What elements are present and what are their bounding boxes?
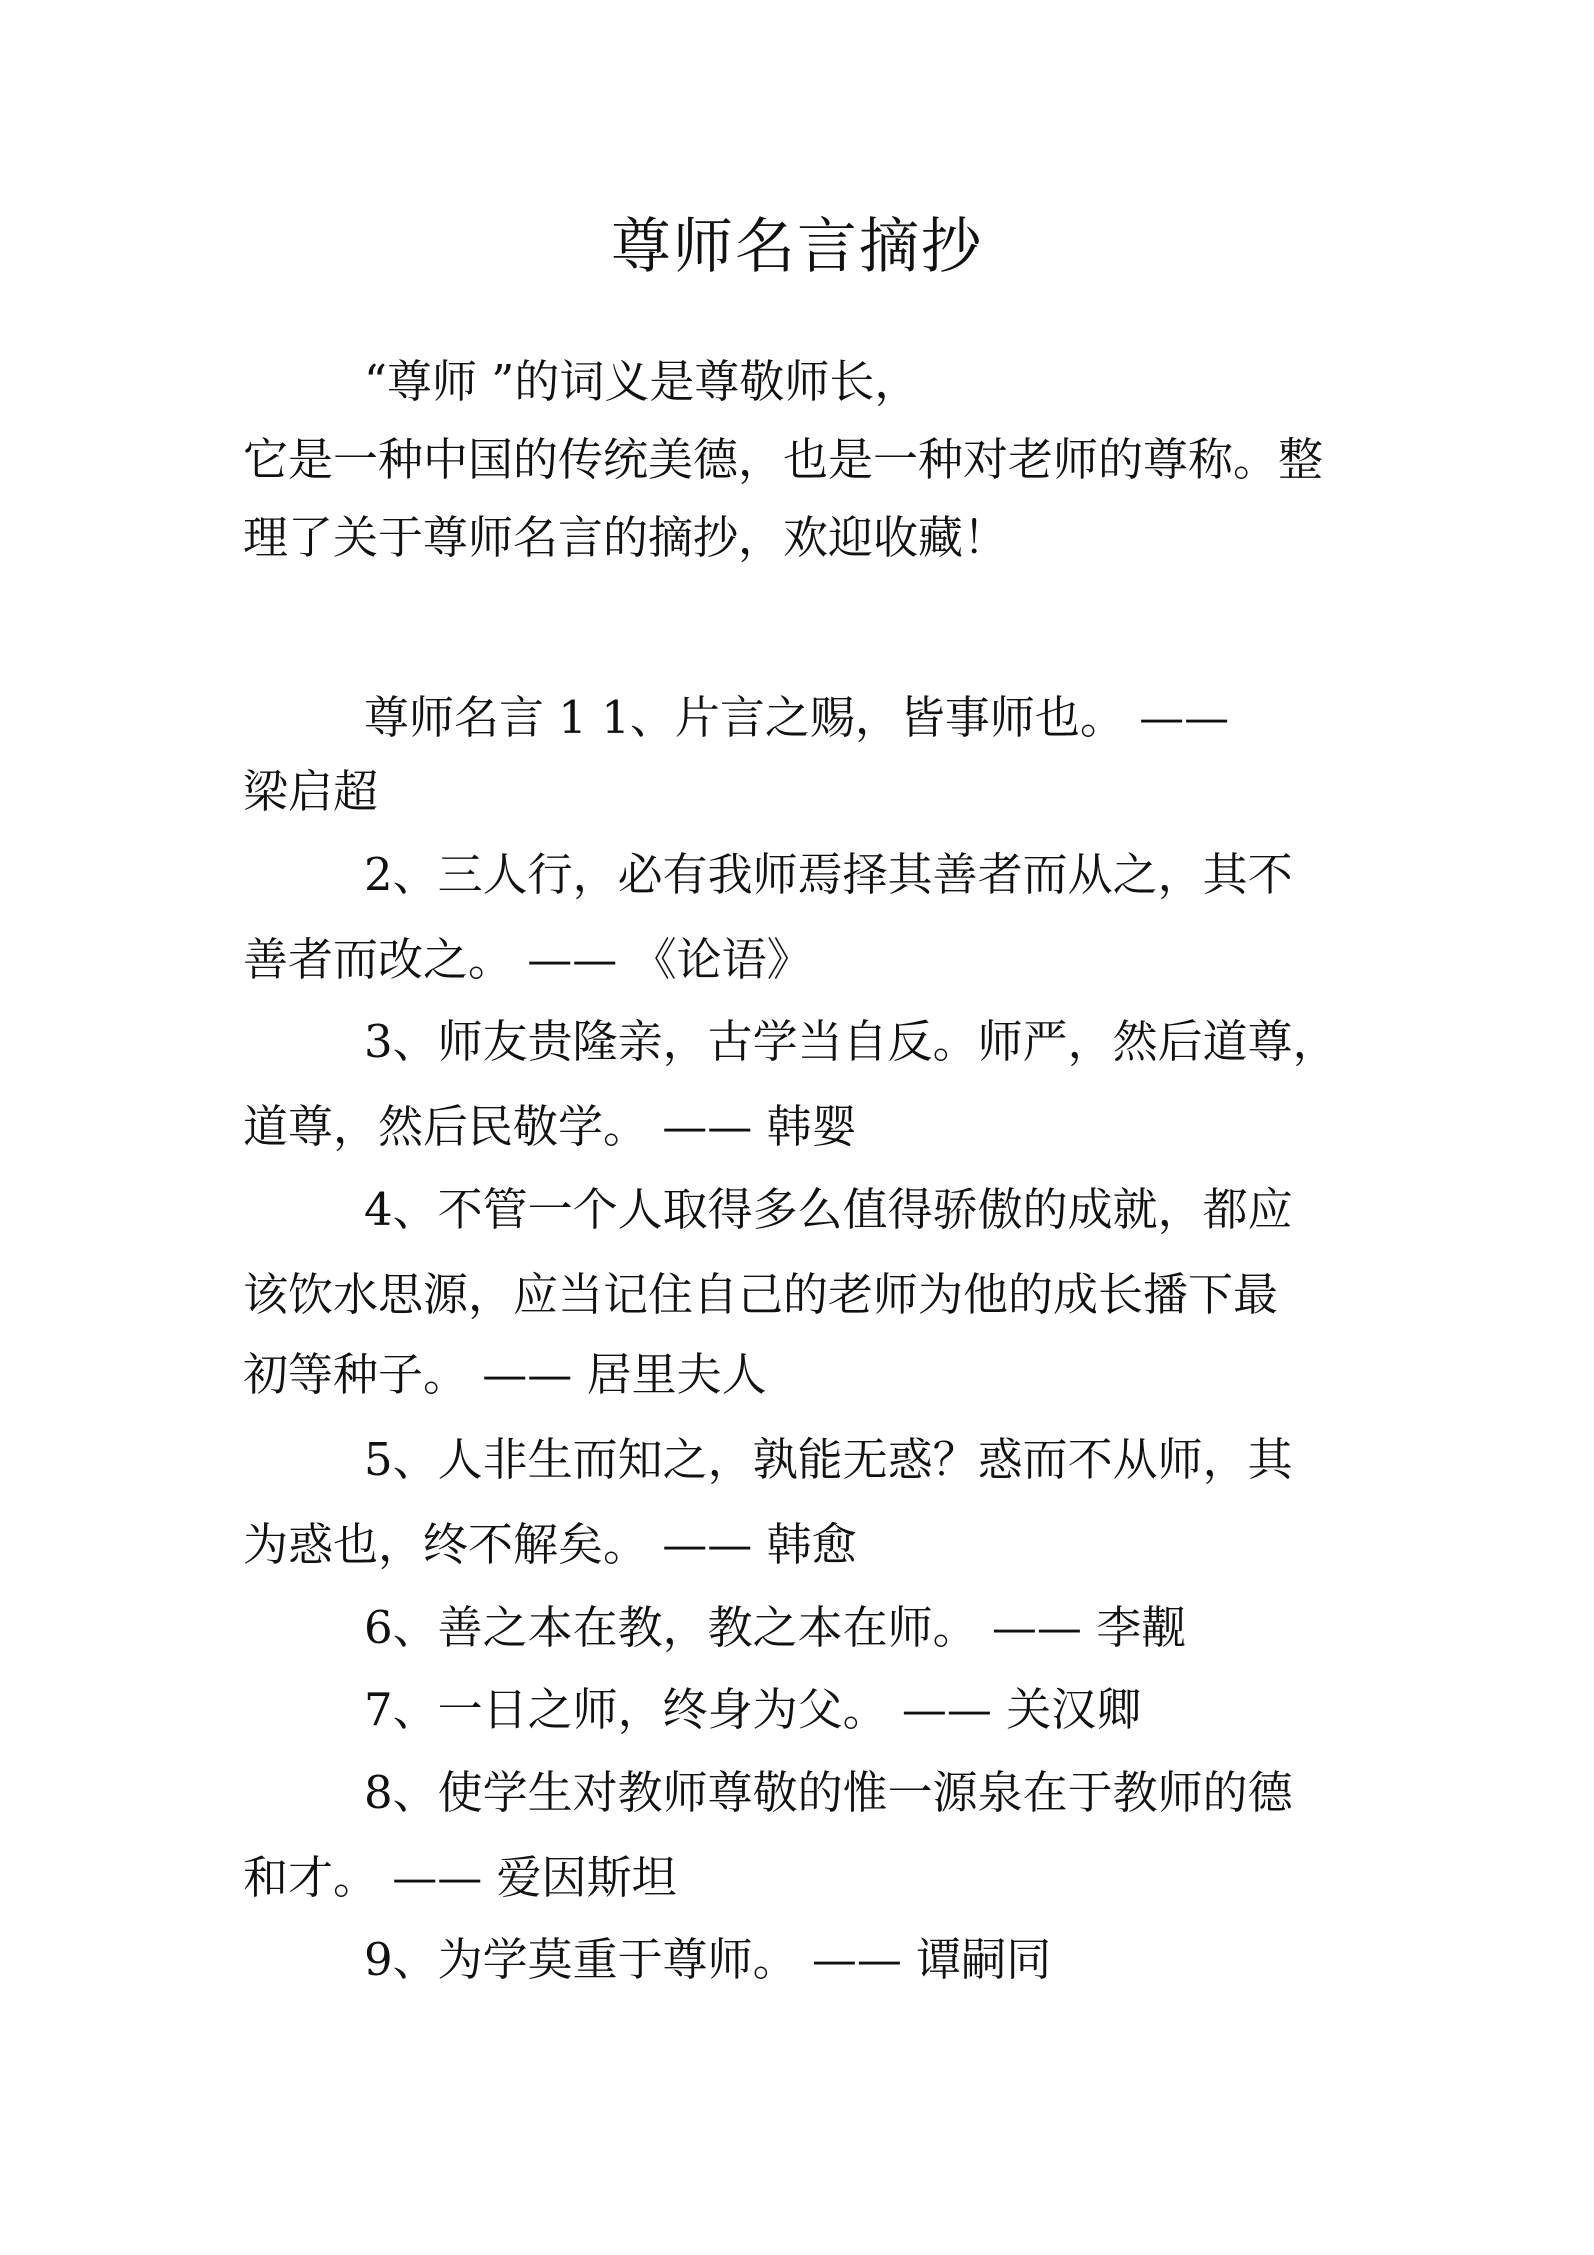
quote-line: 梁启超 — [243, 765, 379, 818]
intro-line: 理了关于尊师名言的摘抄，欢迎收藏！ — [243, 511, 1009, 564]
quote-line: 该饮水思源，应当记住自己的老师为他的成长播下最 — [243, 1268, 1279, 1321]
quote-line: 为惑也，终不解矣。 —— 韩愈 — [243, 1518, 857, 1571]
quote-line: 6、善之本在教，教之本在师。 —— 李觏 — [364, 1601, 1187, 1654]
quote-line: 道尊，然后民敬学。 —— 韩婴 — [243, 1100, 857, 1153]
quote-line: 8、使学生对教师尊敬的惟一源泉在于教师的德 — [364, 1766, 1293, 1819]
quote-line: 善者而改之。 —— 《论语》 — [243, 933, 812, 986]
page-title: 尊师名言摘抄 — [611, 212, 983, 282]
quote-line: 和才。 —— 爱因斯坦 — [243, 1851, 677, 1904]
quote-line: 2、三人行，必有我师焉择其善者而从之，其不 — [364, 848, 1293, 901]
quote-line: 5、人非生而知之，孰能无惑？惑而不从师，其 — [364, 1433, 1293, 1486]
quote-line: 7、一日之师，终身为父。 —— 关汉卿 — [364, 1683, 1142, 1736]
intro-line: “尊师 ”的词义是尊敬师长， — [364, 355, 920, 408]
quote-line: 9、为学莫重于尊师。 —— 谭嗣同 — [364, 1933, 1052, 1986]
quote-line: 4、不管一个人取得多么值得骄傲的成就，都应 — [364, 1183, 1293, 1236]
quote-line: 尊师名言 1 1、片言之赐，皆事师也。 —— — [364, 691, 1230, 744]
intro-line: 它是一种中国的传统美德，也是一种对老师的尊称。整 — [243, 433, 1324, 486]
quote-line: 初等种子。 —— 居里夫人 — [243, 1348, 767, 1401]
quote-line: 3、师友贵隆亲，古学当自反。师严，然后道尊， — [364, 1015, 1338, 1068]
